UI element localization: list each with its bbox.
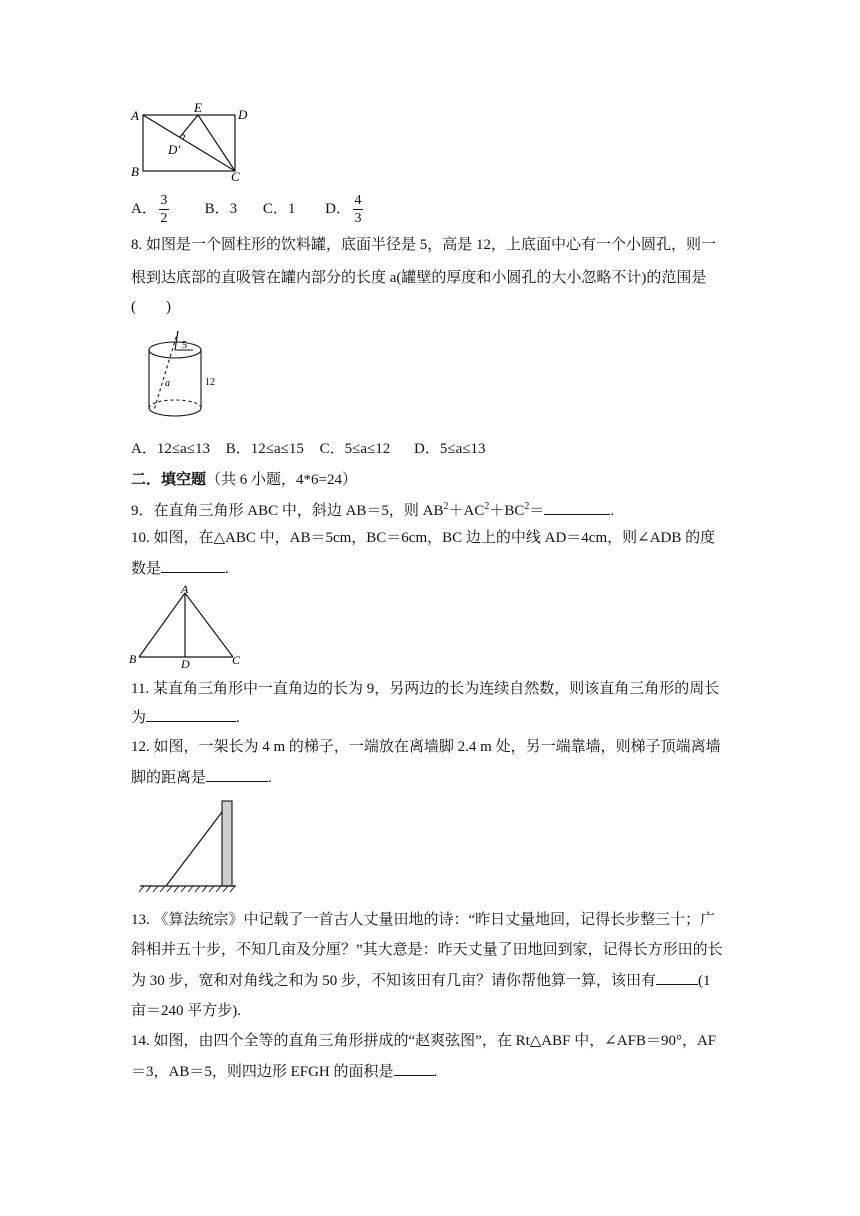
- q12-ladder-figure: [136, 798, 246, 894]
- hatch-mark: [153, 886, 158, 892]
- q7-option-d[interactable]: D． $\frac{4}{3}$: [325, 192, 362, 226]
- q8-option-c[interactable]: C．5≤a≤12: [319, 441, 391, 457]
- q8-cylinder-figure: [138, 328, 228, 424]
- q7-option-a[interactable]: A． $\frac{3}{2}$: [131, 192, 168, 226]
- q14-answer-blank[interactable]: [394, 1061, 434, 1076]
- q11-line-2: 为 .: [131, 707, 240, 728]
- straw-label: a: [165, 378, 170, 389]
- q11-answer-blank[interactable]: [146, 707, 236, 722]
- fraction-4-3: $\frac{4}{3}$: [354, 192, 362, 226]
- straw-top: [175, 331, 178, 350]
- q8-line-3: ( ): [131, 299, 171, 315]
- q7-option-b[interactable]: B．3: [204, 200, 238, 217]
- q10-answer-blank[interactable]: [161, 558, 225, 573]
- hatch-mark: [202, 886, 207, 892]
- label-a: A: [131, 108, 139, 123]
- diagonal-ac: [143, 115, 235, 171]
- wall: [222, 801, 232, 886]
- hatch-mark: [216, 886, 221, 892]
- right-angle-mark: [182, 134, 185, 139]
- height-label: 12: [205, 377, 215, 388]
- side-ac: [185, 593, 233, 657]
- label-d: D: [181, 657, 190, 670]
- label-d: D: [238, 107, 248, 122]
- q14-line-2: ＝3，AB＝5，则四边形 EFGH 的面积是 .: [131, 1061, 437, 1082]
- q7-rectangle-figure: [128, 100, 248, 182]
- hatch-mark: [188, 886, 193, 892]
- q7-option-c[interactable]: C．1: [262, 200, 296, 217]
- radius-label: 5: [182, 340, 187, 351]
- q12-line-2: 脚的距离是 .: [131, 767, 272, 788]
- label-a: A: [181, 584, 189, 596]
- label-e: E: [194, 100, 202, 115]
- q13-line-2: 斜相并五十步，不知几亩及分厘？”其大意是：昨天丈量了田地回到家，记得长方形田的长: [131, 942, 723, 958]
- hatch-mark: [139, 886, 144, 892]
- hatch-mark: [167, 886, 172, 892]
- q9-line: 9．在直角三角形 ABC 中，斜边 AB＝5，则 $AB^2+AC^2+BC^2=$ .: [131, 501, 615, 519]
- ground-hatching: [139, 886, 235, 892]
- cylinder-bottom-front: [149, 408, 201, 416]
- q8-line-1: 8. 如图是一个圆柱形的饮料罐，底面半径是 5，高是 12，上底面中心有一个小圆孔，则一: [131, 237, 717, 253]
- q13-line-1: 13. 《算法统宗》中记载了一首古人丈量田地的诗：“昨日丈量地回，记得长步整三十；广: [131, 912, 716, 928]
- q7-options: [131, 186, 365, 230]
- q9-answer-blank[interactable]: [544, 500, 610, 515]
- q13-line-4: 亩＝240 平方步).: [131, 1003, 241, 1019]
- hatch-mark: [209, 886, 214, 892]
- section-2-note: （共 6 小题，4*6=24）: [206, 472, 357, 488]
- hatch-mark: [195, 886, 200, 892]
- q8-option-a[interactable]: A．12≤a≤13: [131, 441, 210, 457]
- q8-options: [131, 439, 485, 459]
- label-d-prime: D': [168, 142, 181, 157]
- q13-line-3: 为 30 步，宽和对角线之和为 50 步，不知该田有几亩？请你帮他算一算，该田有 (1: [131, 970, 711, 991]
- fraction-3-2: $\frac{3}{2}$: [160, 192, 168, 226]
- hatch-mark: [230, 886, 235, 892]
- hatch-mark: [146, 886, 151, 892]
- side-ab: [139, 593, 185, 657]
- q11-line-1: 11. 某直角三角形中一直角边的长为 9，另两边的长为连续自然数，则该直角三角形的周长: [131, 681, 720, 697]
- section-2-heading: [131, 470, 357, 490]
- hatch-mark: [181, 886, 186, 892]
- hatch-mark: [174, 886, 179, 892]
- q14-line-1: 14. 如图，由四个全等的直角三角形拼成的“赵爽弦图”，在 Rt△ABF 中，∠AFB＝90°，AF: [131, 1033, 717, 1049]
- segment-ed-prime: [180, 115, 198, 137]
- q10-triangle-figure: [128, 584, 248, 670]
- label-c: C: [232, 653, 241, 667]
- q13-answer-blank[interactable]: [656, 970, 698, 985]
- q12-line-1: 12. 如图，一架长为 4 m 的梯子，一端放在离墙脚 2.4 m 处，另一端靠墙，则梯子顶端离墙: [131, 739, 721, 755]
- hatch-mark: [223, 886, 228, 892]
- q10-line-2: 数是 .: [131, 558, 229, 579]
- label-b: B: [129, 652, 137, 666]
- ladder: [166, 812, 222, 886]
- section-2-title: 二．填空题: [131, 472, 207, 488]
- q12-answer-blank[interactable]: [206, 767, 268, 782]
- q8-line-2: 根到达底部的直吸管在罐内部分的长度 a(罐壁的厚度和小圆孔的大小忽略不计)的范围是: [131, 270, 707, 286]
- label-b: B: [131, 164, 139, 179]
- q8-option-d[interactable]: D．5≤a≤13: [414, 441, 486, 457]
- segment-ec: [198, 115, 235, 171]
- hatch-mark: [160, 886, 165, 892]
- q10-line-1: 10. 如图，在△ABC 中，AB＝5cm，BC＝6cm，BC 边上的中线 AD＝4cm，则∠ADB 的度: [131, 530, 716, 546]
- label-c: C: [231, 169, 240, 182]
- q8-option-b[interactable]: B．12≤a≤15: [225, 441, 304, 457]
